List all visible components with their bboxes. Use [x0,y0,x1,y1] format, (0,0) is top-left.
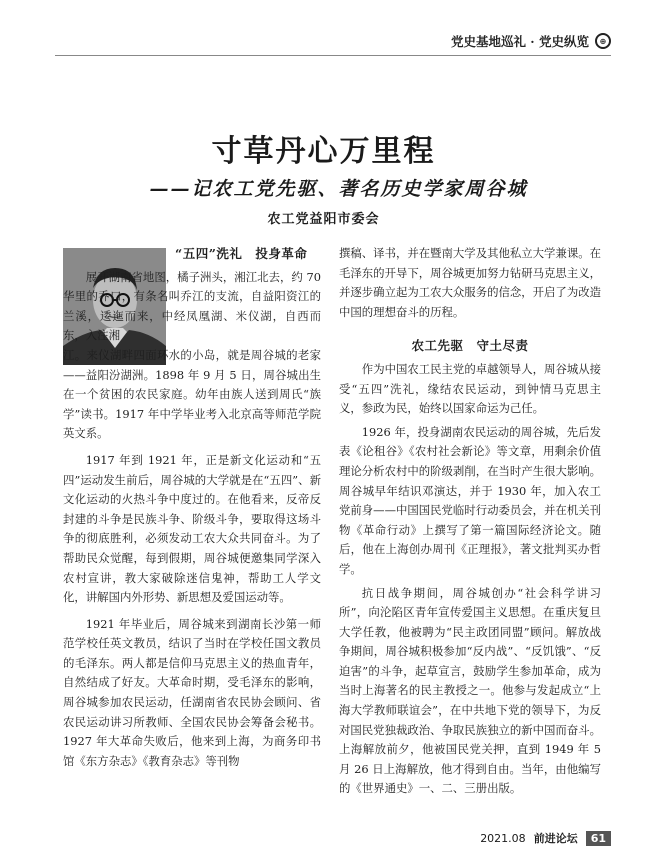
section-title-nonggong: 农工先驱 守土尽责 [411,338,529,354]
article-author: 农工党益阳市委会 [267,212,380,227]
left-paragraph-1-wrap: 展开湖南省地图，橘子洲头，湘江北去，约 70 华里的乔口，有条名叫乔江的支流，自益阳资江的兰溪，逶迤而来，中经凤凰湖、米仪湖，自西而东，入注湘 [63,269,321,343]
page-footer [480,830,611,846]
left-column [63,244,321,771]
left-paragraph-1-rest: 江。来仪湖畔四面环水的小岛，就是周谷城的老家——益阳汾湖洲。1898 年 9 月 5 日，周谷城出生在一个贫困的农民家庭。幼年由族人送到周氏“族学”读书。1917 年中学毕业考入北京高等师范学院英文系。 [63,347,321,441]
right-paragraph-2: 1926 年，投身湖南农民运动的周谷城，先后发表《论租谷》《农村社会新论》等文章，用剩余价值理论分析农村中的阶级剥削，在当时产生很大影响。周谷城早年结识邓演达，并于 1930 年，加入农工党前身——中国国民党临时行动委员会，并在机关刊物《革命行动》上撰写了第一篇国际经济论文。随后，他在上海创办周刊《正理报》，著文批判买办哲学。 [339,424,601,576]
right-column [339,244,601,799]
left-paragraph-3: 1921 年毕业后，周谷城来到湖南长沙第一师范学校任英文教员，结识了当时在学校任国文教员的毛泽东。两人都是信仰马克思主义的热血青年，自然结成了好友。大革命时期，受毛泽东的影响，周谷城参加农民运动，任湖南省农民协会顾问、省农民运动讲习所教师、全国农民协会筹备会秘书。1927 年大革命失败后，他来到上海，为商务印书馆《东方杂志》《教育杂志》等刊物 [63,616,321,768]
header-section: 党史基地巡礼 · 党史纵览 [450,34,589,49]
section-title-wusi: “五四”洗礼 投身革命 [175,246,308,261]
right-paragraph-3: 抗日战争期间，周谷城创办“社会科学讲习所”，向沦陷区青年宣传爱国主义思想。在重庆复旦大学任教，他被聘为“民主政团同盟”顾问。解放战争期间，周谷城积极参加“反内战”、“反饥饿”、“反迫害”的斗争，起草宣言，鼓励学生参加革命，成为当时上海著名的民主教授之一。他参与发起成立“上海大学教师联谊会”，在中共地下党的领导下，为反对国民党独裁政治、争取民族独立的新中国而奋斗。上海解放前夕，他被国民党关押，直到 1949 年 5 月 26 日上海解放，他才得到自由。当年，由他编写的《世界通史》一、二、三册出版。 [339,585,601,796]
footer-journal: 前进论坛 [533,832,578,845]
page-header [451,30,611,52]
right-paragraph-1: 作为中国农工民主党的卓越领导人，周谷城从接受“五四”洗礼，缘结农民运动，到钟情马克思主义，参政为民，始终以国家命运为己任。 [339,361,602,416]
footer-date: 2021.08 [480,831,526,845]
page-number: 61 [586,831,611,846]
header-rule [55,55,611,56]
journal-logo-icon: ⊕ [595,33,611,49]
article-subtitle: ——记农工党先驱、著名历史学家周谷城 [149,178,528,200]
left-paragraph-2: 1917 年到 1921 年，正是新文化运动和“五四”运动发生前后，周谷城的大学就是在“五四”、新文化运动的火热斗争中度过的。在他看来，反帝反封建的斗争是民族斗争、阶级斗争，要取得这场斗争的彻底胜利，必须发动工农大众共同奋斗。为了帮助民众觉醒，每到假期，周谷城便邀集同学深入农村宣讲，教大家破除迷信鬼神，帮助工人学文化，讲解国内外形势、新思想及爱国运动等。 [63,452,321,605]
right-paragraph-0: 撰稿、译书，并在暨南大学及其他私立大学兼课。在毛泽东的开导下，周谷城更加努力钻研马克思主义，并逐步确立起为工农大众服务的信念，开启了为改造中国的理想奋斗的历程。 [339,246,601,319]
article-title: 寸草丹心万里程 [211,134,436,169]
